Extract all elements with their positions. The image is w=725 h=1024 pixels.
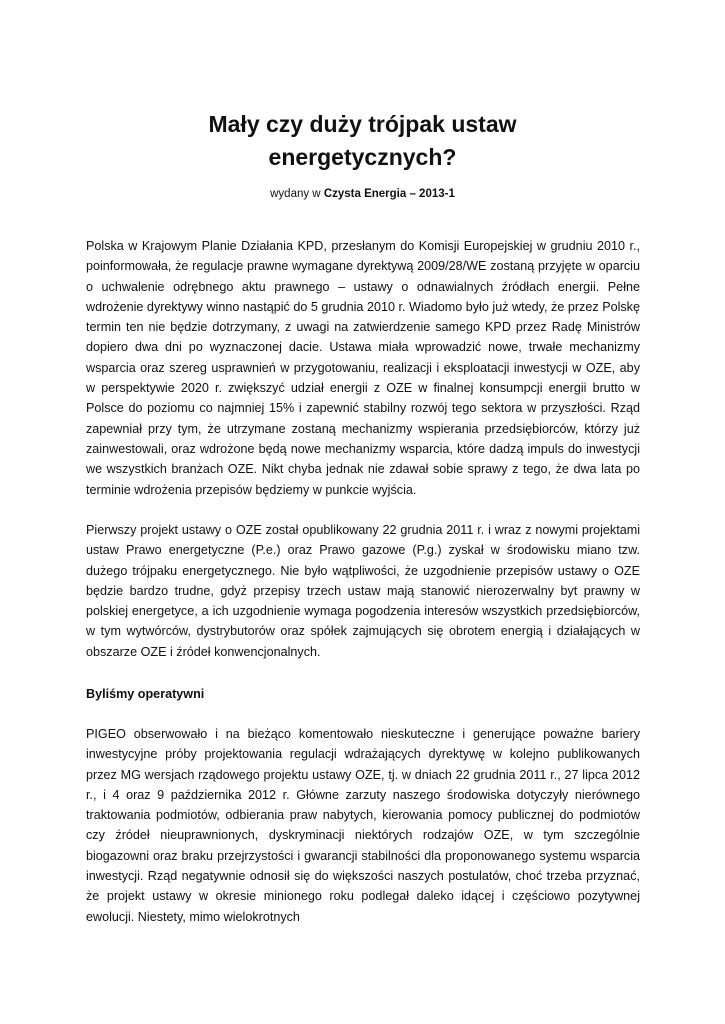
section-heading-block <box>86 684 640 704</box>
paragraph-2-block <box>86 520 640 662</box>
page-title <box>0 108 725 174</box>
title-block <box>0 108 725 200</box>
paragraph-3: PIGEO obserwowało i na bieżąco komentowało nieskuteczne i generujące poważne bariery inwestycyjne próby projektowania regulacji wdrażających dyrektywę w kolejno publikowanych przez MG wersjach rządowego projektu ustawy OZE, tj. w dniach 22 grudnia 2011 r., 27 lipca 2012 r., i 4 oraz 9 października 2012 r. Główne zarzuty naszego środowiska dotyczyły nierównego traktowania podmiotów, odbierania praw nabytych, kierowania pomocy publicznej do podmiotów czy źródeł nieuprawnionych, dyskryminacji niektórych rodzajów OZE, w tym szczególnie biogazowni oraz braku przejrzystości i gwarancji stabilności dla proponowanego systemu wsparcia inwestycji. Rząd negatywnie odnosił się do większości naszych postulatów, choć trzeba przyznać, że projekt ustawy w okresie minionego roku podlegał daleko idącej i częściowo pozytywnej ewolucji. Niestety, mimo wielokrotnych <box>86 727 640 924</box>
paragraph-1: Polska w Krajowym Planie Działania KPD, przesłanym do Komisji Europejskiej w grudniu 2010 r., poinformowała, że regulacje prawne wymagane dyrektywą 2009/28/WE zostaną przyjęte w oparciu o uchwalenie odrębnego aktu prawnego – ustawy o odnawialnych źródłach energii. Pełne wdrożenie dyrektywy winno nastąpić do 5 grudnia 2010 r. Wiadomo było już wtedy, że przez Polskę termin ten nie będzie dotrzymany, z uwagi na zatwierdzenie samego KPD przez Radę Ministrów dopiero dwa dni po wyznaczonej dacie. Ustawa miała wprowadzić nowe, trwałe mechanizmy wsparcia oraz szereg usprawnień w przygotowaniu, realizacji i eksploatacji inwestycji w OZE, aby w perspektywie 2020 r. zwiększyć udział energii z OZE w finalnej konsumpcji energii brutto w Polsce do poziomu co najmniej 15% i zapewnić stabilny rozwój tego sektora w przyszłości. Rząd zapewniał przy tym, że utrzymane zostaną mechanizmy wspierania przedsiębiorców, którzy już zainwestowali, oraz wdrożone będą nowe mechanizmy wsparcia, które dadzą impuls do inwestycji we wszystkich branżach OZE. Nikt chyba jednak nie zdawał sobie sprawy z tego, że dwa lata po terminie wdrożenia przepisów będziemy w punkcie wyjścia. <box>86 239 640 497</box>
paragraph-3-block <box>86 724 640 927</box>
paragraph-2: Pierwszy projekt ustawy o OZE został opublikowany 22 grudnia 2011 r. i wraz z nowymi projektami ustaw Prawo energetyczne (P.e.) oraz Prawo gazowe (P.g.) zyskał w środowisku miano tzw. dużego trójpaku energetycznego. Nie było wątpliwości, że uzgodnienie przepisów ustawy o OZE będzie bardzo trudne, gdyż przepisy trzech ustaw mają stanowić nierozerwalny byt prawny w polskiej energetyce, a ich uzgodnienie wymaga pogodzenia interesów wszystkich przedsiębiorców, w tym wytwórców, dystrybutorów oraz spółek zajmujących się obrotem energią i działających w obszarze OZE i źródeł konwencjonalnych. <box>86 523 640 659</box>
section-heading: Byliśmy operatywni <box>86 687 205 701</box>
title-line-2: energetycznych? <box>268 144 457 170</box>
paragraph-1-block <box>86 236 640 500</box>
subtitle-prefix: wydany w <box>270 188 324 200</box>
subtitle-source: Czysta Energia – 2013-1 <box>323 188 455 200</box>
title-line-1: Mały czy duży trójpak ustaw <box>208 111 517 137</box>
subtitle <box>0 188 725 200</box>
